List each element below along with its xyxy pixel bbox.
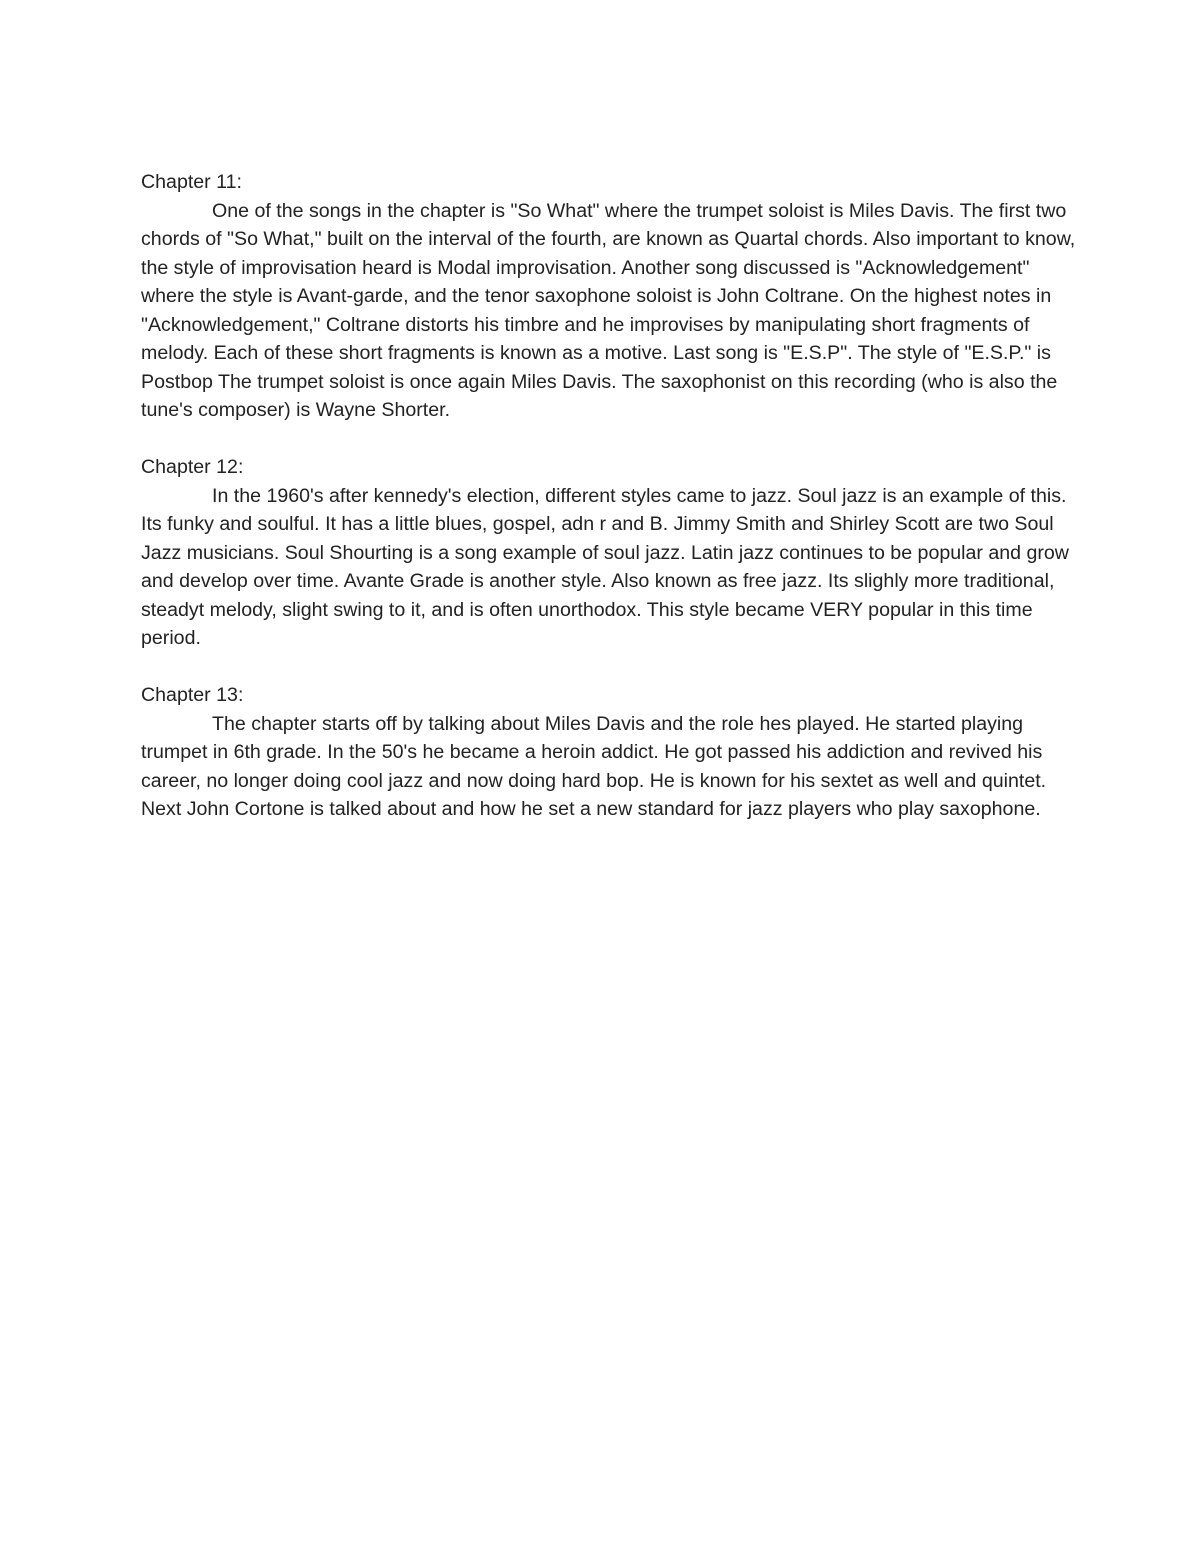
chapter-11-section [141,168,1081,425]
chapter-heading: Chapter 12: [141,456,244,478]
chapter-heading: Chapter 11: [141,171,242,193]
document-content [141,168,1081,852]
chapter-paragraph: The chapter starts off by talking about Miles Davis and the role hes played. He started playing trumpet in 6th grade. In the 50's he became a heroin addict. He got passed his addiction and revived his career, no longer doing cool jazz and now doing hard bop. He is known for his sextet as well and quintet. Next John Cortone is talked about and how he set a new standard for jazz players who play saxophone. [141,712,1047,820]
chapter-paragraph: One of the songs in the chapter is "So What" where the trumpet soloist is Miles Davis. The first two chords of "So What," built on the interval of the fourth, are known as Quartal chords. Also important to know, the style of improvisation heard is Modal improvisation. Another song discussed is "Acknowledgement" where the style is Avant-garde, and the tenor saxophone soloist is John Coltrane. On the highest notes in "Acknowledgement," Coltrane distorts his timbre and he improvises by manipulating short fragments of melody. Each of these short fragments is known as a motive. Last song is "E.S.P". The style of "E.S.P." is Postbop The trumpet soloist is once again Miles Davis. The saxophonist on this recording (who is also the tune's composer) is Wayne Shorter. [141,199,1076,421]
chapter-12-section [141,453,1081,653]
chapter-heading: Chapter 13: [141,684,244,706]
chapter-13-section [141,681,1081,824]
chapter-paragraph: In the 1960's after kennedy's election, different styles came to jazz. Soul jazz is an example of this. Its funky and soulful. It has a little blues, gospel, adn r and B. Jimmy Smith and Shirley Scott are two Soul Jazz musicians. Soul Shourting is a song example of soul jazz. Latin jazz continues to be popular and grow and develop over time. Avante Grade is another style. Also known as free jazz. Its slighly more traditional, steadyt melody, slight swing to it, and is often unorthodox. This style became VERY popular in this time period. [141,484,1069,649]
